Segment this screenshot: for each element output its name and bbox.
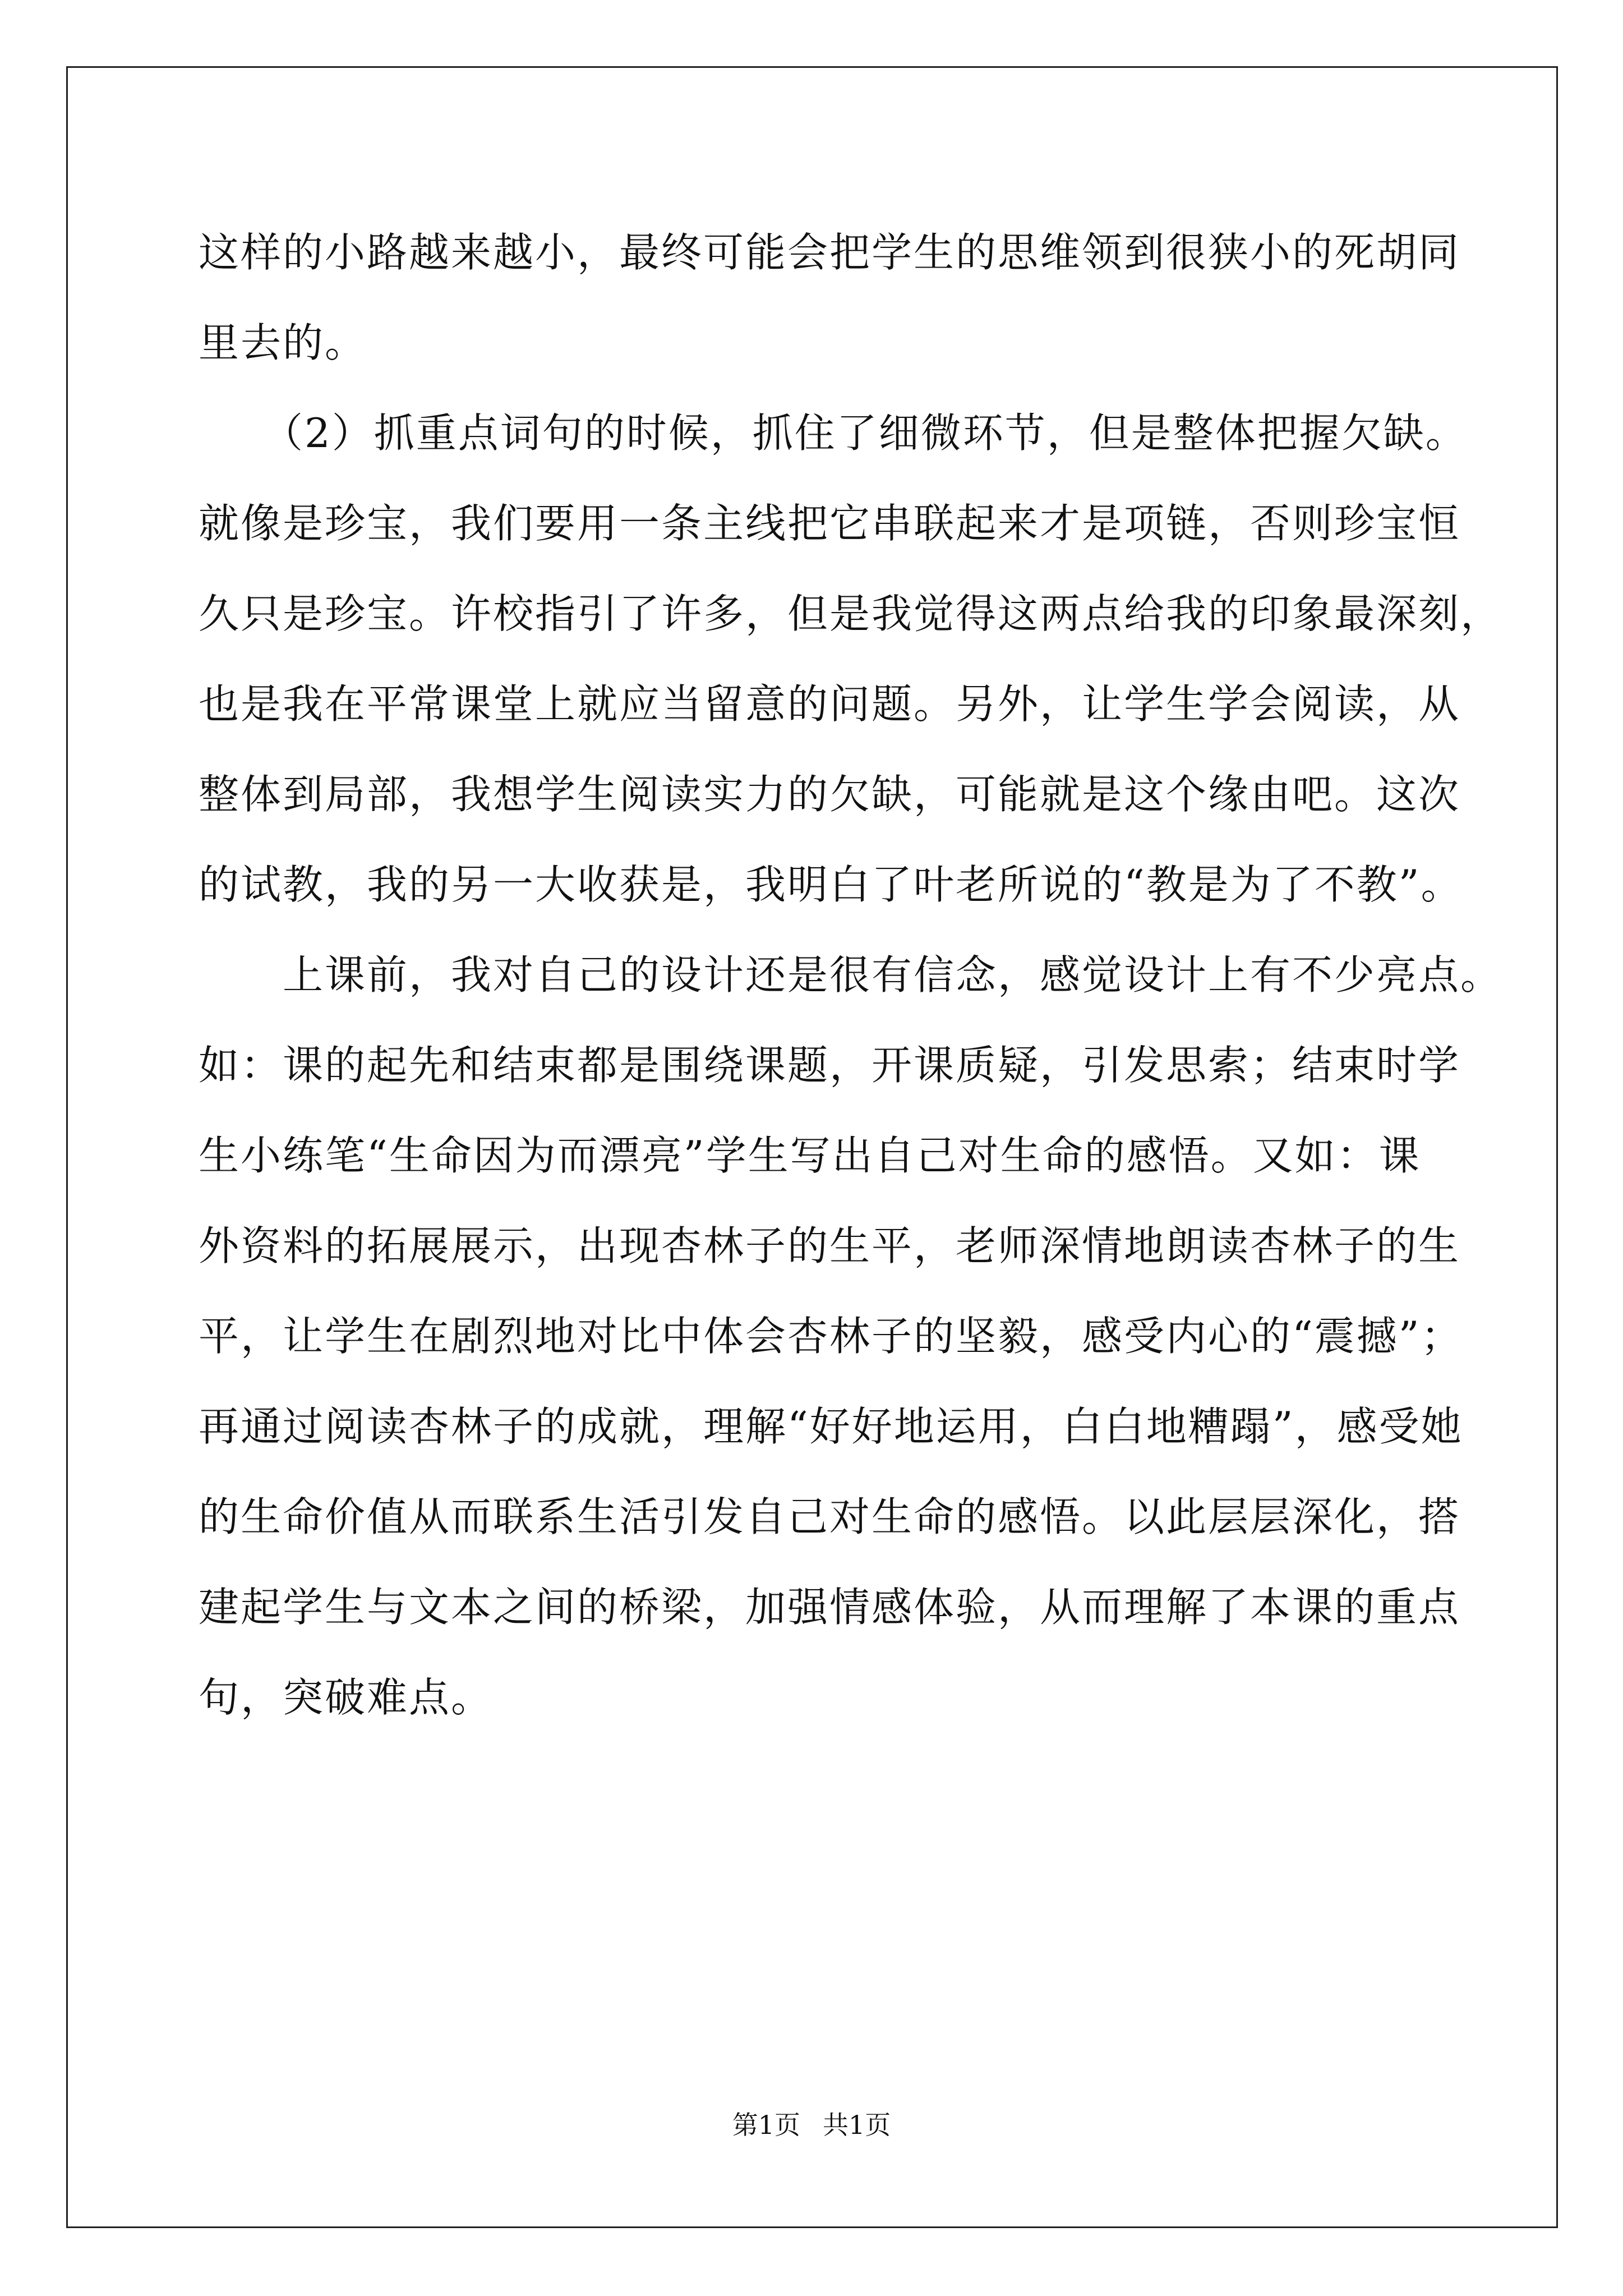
text-line: 的生命价值从而联系生活引发自己对生命的感悟。以此层层深化，搭 — [199, 1493, 1461, 1540]
text-line: 也是我在平常课堂上就应当留意的问题。另外，让学生学会阅读，从 — [199, 680, 1461, 728]
page-total: 共1页 — [823, 2110, 891, 2140]
text-line: 就像是珍宝，我们要用一条主线把它串联起来才是项链，否则珍宝恒 — [199, 500, 1461, 547]
text-line: 如：课的起先和结束都是围绕课题，开课质疑，引发思索；结束时学 — [199, 1042, 1461, 1089]
text-line: 这样的小路越来越小，最终可能会把学生的思维领到很狭小的死胡同 — [199, 229, 1461, 276]
text-line: 外资料的拓展展示，出现杏林子的生平，老师深情地朗读杏林子的生 — [199, 1222, 1461, 1269]
text-line: 上课前，我对自己的设计还是很有信念，感觉设计上有不少亮点。 — [199, 951, 1503, 999]
text-line: 整体到局部，我想学生阅读实力的欠缺，可能就是这个缘由吧。这次 — [199, 771, 1461, 818]
text-line: 久只是珍宝。许校指引了许多，但是我觉得这两点给我的印象最深刻， — [199, 590, 1503, 637]
text-line: 建起学生与文本之间的桥梁，加强情感体验，从而理解了本课的重点 — [199, 1584, 1461, 1631]
document-body — [199, 208, 1503, 1743]
text-line: 里去的。 — [199, 319, 367, 366]
text-line: 平，让学生在剧烈地对比中体会杏林子的坚毅，感受内心的“震撼”； — [199, 1313, 1463, 1360]
text-line: 的试教，我的另一大收获是，我明白了叶老所说的“教是为了不教”。 — [199, 861, 1463, 908]
text-line: 再通过阅读杏林子的成就，理解“好好地运用，白白地糟蹋”，感受她 — [199, 1403, 1463, 1450]
text-line: （2）抓重点词句的时候，抓住了细微环节，但是整体把握欠缺。 — [199, 409, 1468, 457]
text-line: 生小练笔“生命因为而漂亮”学生写出自己对生命的感悟。又如：课 — [199, 1132, 1421, 1179]
page-number: 第1页 — [732, 2110, 800, 2140]
page-footer — [0, 2108, 1623, 2142]
text-line: 句，突破难点。 — [199, 1674, 494, 1721]
